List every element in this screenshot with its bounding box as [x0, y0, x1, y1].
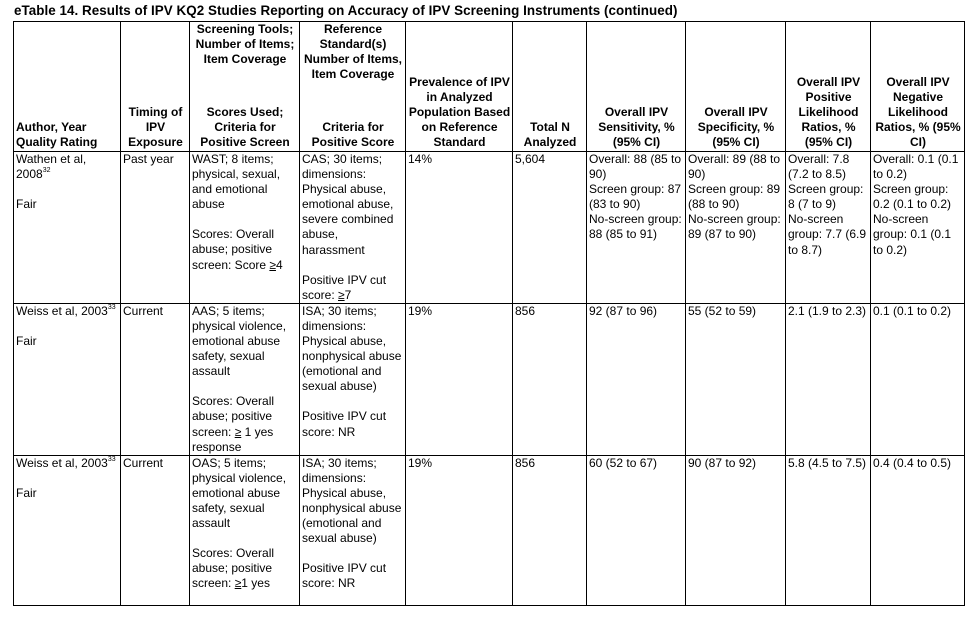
timing-cell: Current	[121, 303, 190, 455]
table-row	[14, 303, 965, 455]
header-row	[14, 22, 965, 152]
tools-text: AAS; 5 items; physical violence, emotional abuse safety, sexual assault	[192, 303, 287, 379]
prevalence-cell: 19%	[406, 455, 513, 605]
plr-cell: Overall: 7.8 (7.2 to 8.5) Screen group: 8 (7 to 9) No-screen group: 7.7 (6.9 to 8.7)	[786, 152, 871, 304]
results-table	[13, 21, 965, 606]
quality-rating: Fair	[16, 197, 37, 212]
col-header-tools-bottom: Scores Used; Criteria for Positive Screen	[200, 104, 290, 149]
specificity-cell: 90 (87 to 92)	[686, 455, 786, 605]
col-header-specificity: Overall IPV Specificity, % (95% CI)	[686, 22, 786, 152]
reference-cell	[300, 455, 406, 605]
col-header-timing: Timing of IPV Exposure	[121, 22, 190, 152]
cutoff-text: Positive IPV cut score: NR	[302, 561, 387, 591]
total-n-cell: 856	[513, 303, 587, 455]
author-text: Weiss et al, 2003	[16, 303, 108, 318]
nlr-cell: 0.1 (0.1 to 0.2)	[871, 303, 965, 455]
total-n-cell: 856	[513, 455, 587, 605]
sensitivity-cell: 60 (52 to 67)	[587, 455, 686, 605]
reference-number: 32	[42, 167, 51, 175]
table-row	[14, 152, 965, 304]
col-header-ref-bottom: Criteria for Positive Score	[311, 119, 395, 149]
author-text: Wathen et al, 2008	[16, 152, 87, 182]
col-header-tools-top: Screening Tools; Number of Items; Item Coverage	[195, 22, 295, 67]
tools-cell	[190, 455, 300, 605]
nlr-cell: Overall: 0.1 (0.1 to 0.2) Screen group: 0.2 (0.1 to 0.2) No-screen group: 0.1 (0.1 to 0.2)	[871, 152, 965, 304]
timing-cell: Past year	[121, 152, 190, 304]
tools-cell	[190, 303, 300, 455]
prevalence-cell: 19%	[406, 303, 513, 455]
col-header-prevalence: Prevalence of IPV in Analyzed Population Based on Reference Standard	[406, 22, 513, 152]
timing-cell: Current	[121, 455, 190, 605]
scores-text: Scores: Overall abuse; positive screen: ≥1 yes	[192, 546, 275, 591]
author-cell	[14, 303, 121, 455]
reference-number: 33	[107, 303, 116, 311]
table-title: eTable 14. Results of IPV KQ2 Studies Reporting on Accuracy of IPV Screening Instruments (continued)	[14, 3, 678, 18]
reference-text: ISA; 30 items; dimensions: Physical abuse, nonphysical abuse (emotional and sexual abuse)	[302, 455, 402, 546]
quality-rating: Fair	[16, 485, 37, 500]
sensitivity-cell: 92 (87 to 96)	[587, 303, 686, 455]
quality-rating: Fair	[16, 333, 37, 348]
col-header-plr: Overall IPV Positive Likelihood Ratios, % (95% CI)	[786, 22, 871, 152]
author-text: Weiss et al, 2003	[16, 455, 108, 470]
col-header-author: Author, Year Quality Rating	[14, 22, 121, 152]
reference-text: ISA; 30 items; dimensions: Physical abuse, nonphysical abuse (emotional and sexual abuse)	[302, 303, 402, 394]
reference-cell	[300, 303, 406, 455]
plr-cell: 5.8 (4.5 to 7.5)	[786, 455, 871, 605]
reference-cell	[300, 152, 406, 304]
col-header-ref-top: Reference Standard(s) Number of Items, Item Coverage	[303, 22, 402, 82]
nlr-cell: 0.4 (0.4 to 0.5)	[871, 455, 965, 605]
reference-number: 33	[107, 455, 116, 463]
col-header-total-n: Total N Analyzed	[513, 22, 587, 152]
specificity-cell: 55 (52 to 59)	[686, 303, 786, 455]
cutoff-text: Positive IPV cut score: NR	[302, 409, 387, 439]
scores-text: Scores: Overall abuse; positive screen: Score ≥4	[192, 227, 283, 272]
specificity-cell: Overall: 89 (88 to 90) Screen group: 89 (88 to 90) No-screen group: 89 (87 to 90)	[686, 152, 786, 304]
col-header-screening-tools	[190, 22, 300, 152]
col-header-sensitivity: Overall IPV Sensitivity, % (95% CI)	[587, 22, 686, 152]
author-cell	[14, 455, 121, 605]
total-n-cell: 5,604	[513, 152, 587, 304]
reference-text: CAS; 30 items; dimensions: Physical abuse, emotional abuse, severe combined abuse, harassment	[302, 152, 394, 257]
scores-text: Scores: Overall abuse; positive screen: ≥ 1 yes response	[192, 394, 275, 454]
plr-cell: 2.1 (1.9 to 2.3)	[786, 303, 871, 455]
tools-text: OAS; 5 items; physical violence, emotional abuse safety, sexual assault	[192, 455, 287, 531]
col-header-reference-standard	[300, 22, 406, 152]
table-row	[14, 455, 965, 605]
cutoff-text: Positive IPV cut score: ≥7	[302, 272, 387, 302]
tools-text: WAST; 8 items; physical, sexual, and emotional abuse	[192, 152, 281, 212]
col-header-nlr: Overall IPV Negative Likelihood Ratios, % (95% CI)	[871, 22, 965, 152]
sensitivity-cell: Overall: 88 (85 to 90) Screen group: 87 (83 to 90) No-screen group: 88 (85 to 91)	[587, 152, 686, 304]
author-cell	[14, 152, 121, 304]
prevalence-cell: 14%	[406, 152, 513, 304]
tools-cell	[190, 152, 300, 304]
